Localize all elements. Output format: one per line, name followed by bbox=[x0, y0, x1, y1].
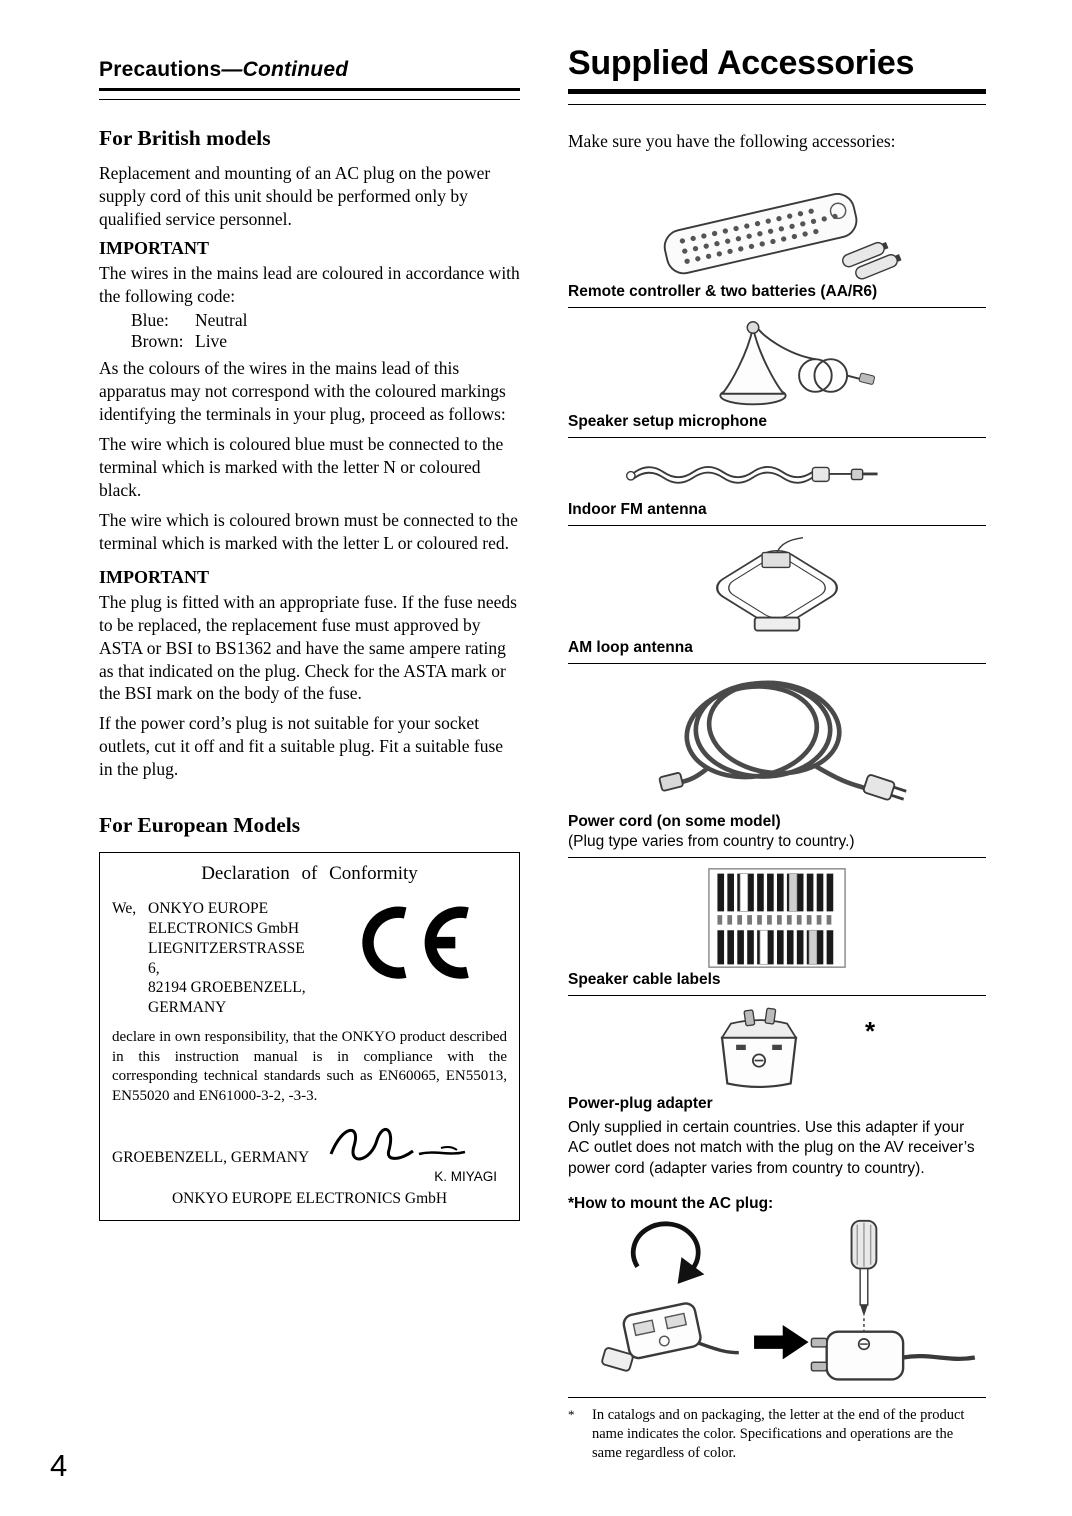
footnote-text: In catalogs and on packaging, the letter at the end of the product name indicates the color. Specifications and operations are the same regardless of color. bbox=[592, 1407, 965, 1462]
title-divider bbox=[568, 89, 986, 105]
footnote bbox=[568, 1406, 986, 1463]
remote-controller-illustration bbox=[568, 170, 986, 282]
declaration-body bbox=[112, 899, 507, 1018]
european-models-heading: For European Models bbox=[99, 813, 301, 838]
header-divider bbox=[99, 88, 520, 100]
declaration-title: Declaration of Conformity bbox=[201, 863, 418, 885]
right-column bbox=[568, 44, 986, 1463]
signature-icon bbox=[323, 1120, 473, 1173]
declaration-footer: ONKYO EUROPE ELECTRONICS GmbH bbox=[171, 1190, 448, 1208]
company-line: 82194 GROEBENZELL, bbox=[148, 979, 306, 997]
accessory-label-fm-antenna bbox=[568, 500, 986, 526]
speaker-setup-microphone-illustration bbox=[568, 316, 986, 412]
british-models-heading: For British models bbox=[99, 126, 271, 150]
declaration-place: GROEBENZELL, GERMANY bbox=[112, 1149, 310, 1167]
accessory-label-text: Remote controller & two batteries (AA/R6) bbox=[568, 282, 878, 300]
wire-code-term: Brown: bbox=[131, 331, 184, 352]
ce-mark-icon bbox=[355, 899, 507, 988]
declaration-signer: K. MIYAGI bbox=[434, 1169, 497, 1185]
wire-code-value: Live bbox=[195, 331, 228, 352]
wire-code-brown bbox=[131, 331, 520, 353]
declaration-statement: declare in own responsibility, that the ONKYO product described in this instruction manual is in compliance with the corresponding technical standards such as EN60065, EN55013, EN55020 and EN61000-3-2, -3-3. bbox=[112, 1029, 507, 1104]
accessory-label-power-cord bbox=[568, 812, 986, 858]
page-title: Supplied Accessories bbox=[568, 44, 915, 82]
accessory-label-text: Speaker cable labels bbox=[568, 971, 721, 989]
how-to-mount-heading: *How to mount the AC plug: bbox=[568, 1195, 774, 1213]
intro-text: Make sure you have the following accessories: bbox=[568, 131, 896, 151]
precautions-continued: —Continued bbox=[221, 58, 349, 81]
page-number: 4 bbox=[50, 1448, 68, 1483]
company-line: ONKYO EUROPE bbox=[148, 900, 269, 918]
company-line: GERMANY bbox=[148, 999, 227, 1017]
wire-code-term: Blue: bbox=[131, 309, 169, 330]
company-line: LIEGNITZERSTRASSE 6, bbox=[148, 939, 305, 977]
speaker-cable-labels-illustration bbox=[568, 866, 986, 970]
accessory-label-remote bbox=[568, 282, 986, 308]
important-heading-2: IMPORTANT bbox=[99, 566, 210, 587]
power-cord-illustration bbox=[568, 672, 986, 812]
adapter-asterisk: * bbox=[864, 1016, 876, 1047]
declaration-of-conformity-box bbox=[99, 852, 520, 1221]
left-column bbox=[99, 58, 520, 1221]
declaration-company-address bbox=[148, 899, 316, 1018]
wire-code-list bbox=[99, 310, 520, 354]
declaration-we: We, bbox=[112, 900, 137, 918]
wires-paragraph: The wires in the mains lead are coloured in accordance with the following code: bbox=[99, 262, 520, 306]
wire-code-value: Neutral bbox=[195, 309, 248, 330]
precautions-header bbox=[99, 58, 520, 82]
blue-wire-paragraph: The wire which is coloured blue must be connected to the terminal which is marked with the letter N or coloured black. bbox=[99, 434, 504, 500]
adapter-description: Only supplied in certain countries. Use this adapter if your AC outlet does not match with the plug on the AV receiver’s power cord (adapter varies from country to country). bbox=[568, 1118, 975, 1178]
ac-plug-mounting-illustration bbox=[568, 1217, 986, 1389]
important-heading-1: IMPORTANT bbox=[99, 237, 210, 258]
accessory-label-text: Speaker setup microphone bbox=[568, 412, 767, 430]
accessory-label-adapter: Power-plug adapter bbox=[568, 1095, 713, 1113]
accessory-label-cable-labels bbox=[568, 970, 986, 996]
fuse-paragraph: The plug is fitted with an appropriate fuse. If the fuse needs to be replaced, the replacement fuse must approved by ASTA or BSI to BS1362 and have the same ampere rating as that indicated on the plug. Check for the ASTA mark or the BSI mark on the body of the fuse. bbox=[99, 591, 517, 704]
accessory-label-am-antenna bbox=[568, 638, 986, 664]
british-intro-paragraph: Replacement and mounting of an AC plug on the power supply cord of this unit should be performed only by qualified service personnel. bbox=[99, 163, 491, 229]
plug-paragraph: If the power cord’s plug is not suitable for your socket outlets, cut it off and fit a suitable plug. Fit a suitable fuse in the plug. bbox=[99, 713, 504, 780]
company-line: ELECTRONICS GmbH bbox=[148, 919, 300, 937]
brown-wire-paragraph: The wire which is coloured brown must be connected to the terminal which is marked with the letter L or coloured red. bbox=[99, 509, 518, 553]
accessory-label-text: Power cord (on some model) bbox=[568, 813, 781, 831]
accessory-label-text: Indoor FM antenna bbox=[568, 500, 707, 518]
colours-paragraph: As the colours of the wires in the mains lead of this apparatus may not correspond with the coloured markings identifying the terminals in your plug, proceed as follows: bbox=[99, 358, 506, 425]
fm-antenna-illustration bbox=[568, 446, 986, 500]
wire-code-blue bbox=[131, 310, 520, 332]
footnote-marker: * bbox=[568, 1407, 575, 1423]
am-loop-antenna-illustration bbox=[568, 534, 986, 638]
accessory-note-text: (Plug type varies from country to country.) bbox=[568, 833, 855, 851]
declaration-sign-row bbox=[112, 1120, 507, 1167]
accessory-label-microphone bbox=[568, 412, 986, 438]
accessory-label-text: AM loop antenna bbox=[568, 638, 693, 656]
footnote-divider bbox=[568, 1397, 986, 1398]
precautions-title: Precautions bbox=[99, 58, 222, 81]
power-plug-adapter-illustration bbox=[568, 1006, 986, 1094]
